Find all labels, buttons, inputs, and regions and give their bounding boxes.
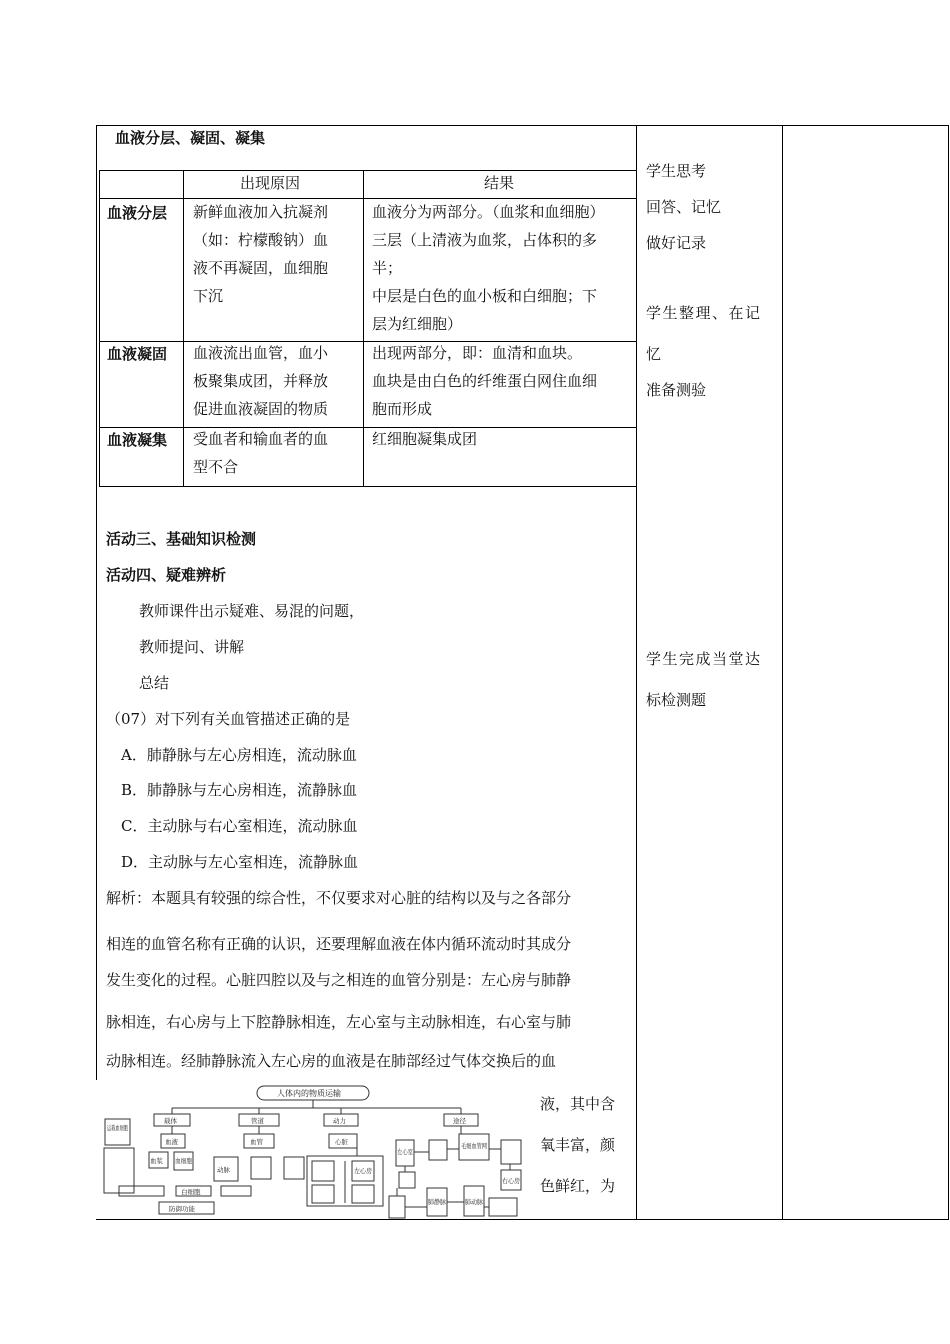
- diagram-label: 白细胞: [181, 1188, 201, 1196]
- frame-col2: [782, 125, 783, 1220]
- analysis-line: 相连的血管名称有正确的认识，还要理解血液在体内循环流动时其成分: [106, 935, 572, 953]
- analysis-line: 解析：本题具有较强的综合性，不仅要求对心脏的结构以及与之各部分: [106, 889, 572, 907]
- result-line: 中层是白色的血小板和白细胞；下: [372, 287, 598, 305]
- cause-line: 下沉: [193, 287, 224, 305]
- option-c: C．主动脉与右心室相连，流动脉血: [121, 817, 358, 835]
- diagram-label: 血浆: [150, 1157, 163, 1165]
- cause-line: 受血者和输血者的血: [193, 430, 329, 448]
- inner-table-col2: [363, 170, 364, 487]
- result-line: 出现两部分，即：血清和血块。: [372, 344, 583, 362]
- side-note: 回答、记忆: [646, 198, 722, 216]
- inner-table-bottom: [99, 486, 636, 487]
- teacher-line: 教师提问、讲解: [139, 638, 245, 656]
- header-cause: 出现原因: [240, 174, 301, 192]
- diagram-label: 右心房: [502, 1177, 522, 1185]
- result-line: 层为红细胞）: [372, 315, 463, 333]
- row-name: 血液分层: [107, 204, 168, 222]
- result-line: 血液分为两部分。（血浆和血细胞）: [372, 203, 605, 221]
- diagram-branch: 载体: [164, 1117, 177, 1125]
- section-title: 血液分层、凝固、凝集: [115, 129, 266, 147]
- diagram-label: 血管: [250, 1138, 263, 1146]
- diagram-title: 人体内的物质运输: [277, 1089, 341, 1098]
- analysis-line: 发生变化的过程。心脏四腔以及与之相连的血管分别是：左心房与肺静: [106, 971, 572, 989]
- result-cell: [372, 425, 634, 453]
- diagram-label: 肺静脉: [428, 1198, 448, 1206]
- diagram-label: 心脏: [335, 1138, 348, 1146]
- cause-line: （如：柠檬酸钠）血: [193, 231, 329, 249]
- diagram-label: 运载血细胞: [107, 1124, 140, 1132]
- analysis-tail-line: 氧丰富，颜: [540, 1136, 616, 1154]
- diagram-label: 肺动脉: [465, 1198, 485, 1206]
- cause-line: 促进血液凝固的物质: [193, 400, 329, 418]
- diagram-label: 防御功能: [169, 1205, 195, 1213]
- side-note: 标检测题: [646, 691, 707, 709]
- diagram-branch: 管道: [251, 1117, 264, 1125]
- cause-cell: [193, 339, 359, 423]
- inner-table-col1: [183, 170, 184, 487]
- cause-line: 新鲜血液加入抗凝剂: [193, 203, 329, 221]
- diagram-branch: 动力: [333, 1117, 346, 1125]
- frame-right: [948, 125, 949, 1220]
- row-name: 血液凝固: [107, 345, 168, 363]
- diagram-label: 毛细血管网: [461, 1142, 494, 1150]
- cause-line: 液不再凝固，血细胞: [193, 259, 329, 277]
- diagram-label: 左心房: [354, 1167, 374, 1175]
- diagram-label: 血细胞: [175, 1157, 195, 1165]
- side-note: 学生完成当堂达: [646, 650, 762, 668]
- result-line: 胞而形成: [372, 400, 433, 418]
- row-name: 血液凝集: [107, 431, 168, 449]
- analysis-line: 脉相连，右心房与上下腔静脉相连，左心室与主动脉相连，右心室与肺: [106, 1013, 572, 1031]
- option-a: A．肺静脉与左心房相连，流动脉血: [121, 746, 357, 764]
- cause-line: 板聚集成团，并释放: [193, 372, 329, 390]
- activity-four-heading: 活动四、疑难辨析: [106, 566, 227, 584]
- inner-table-top: [99, 170, 636, 171]
- result-line: 血块是由白色的纤维蛋白网住血细: [372, 372, 598, 390]
- diagram-label: 血液: [165, 1138, 178, 1146]
- activity-three-heading: 活动三、基础知识检测: [106, 530, 257, 548]
- side-note: 准备测验: [646, 381, 707, 399]
- side-note: 学生整理、在记: [646, 304, 762, 322]
- header-result: 结果: [484, 174, 515, 192]
- frame-col1: [636, 125, 637, 1220]
- analysis-line: 动脉相连。经肺静脉流入左心房的血液是在肺部经过气体交换后的血: [106, 1052, 557, 1070]
- result-line: 三层（上清液为血浆，占体积的多: [372, 231, 598, 249]
- frame-left: [96, 125, 97, 1080]
- option-b: B．肺静脉与左心房相连，流静脉血: [121, 781, 358, 799]
- cause-line: 血液流出血管，血小: [193, 344, 329, 362]
- result-line: 半；: [372, 259, 403, 277]
- diagram-label: 动脉: [217, 1166, 230, 1174]
- result-cell: [372, 339, 634, 423]
- diagram-branch: 途径: [453, 1117, 466, 1125]
- analysis-tail-line: 液，其中含: [540, 1095, 616, 1113]
- inner-table-left: [99, 170, 100, 487]
- analysis-tail-line: 色鲜红，为: [540, 1177, 616, 1195]
- material-transport-diagram: [99, 1084, 529, 1220]
- side-note: 忆: [646, 345, 662, 363]
- side-note: 做好记录: [646, 234, 707, 252]
- cause-cell: [193, 425, 359, 481]
- question-stem: （07）对下列有关血管描述正确的是: [106, 710, 351, 728]
- cause-line: 型不合: [193, 458, 239, 476]
- result-line: 红细胞凝集成团: [372, 430, 478, 448]
- frame-top: [96, 125, 949, 126]
- side-note: 学生思考: [646, 162, 707, 180]
- cause-cell: [193, 198, 359, 310]
- teacher-line: 教师课件出示疑难、易混的问题，: [139, 602, 365, 620]
- result-cell: [372, 198, 634, 338]
- teacher-line: 总结: [139, 674, 170, 692]
- diagram-label: 左心室: [397, 1148, 417, 1156]
- option-d: D．主动脉与左心室相连，流静脉血: [121, 853, 359, 871]
